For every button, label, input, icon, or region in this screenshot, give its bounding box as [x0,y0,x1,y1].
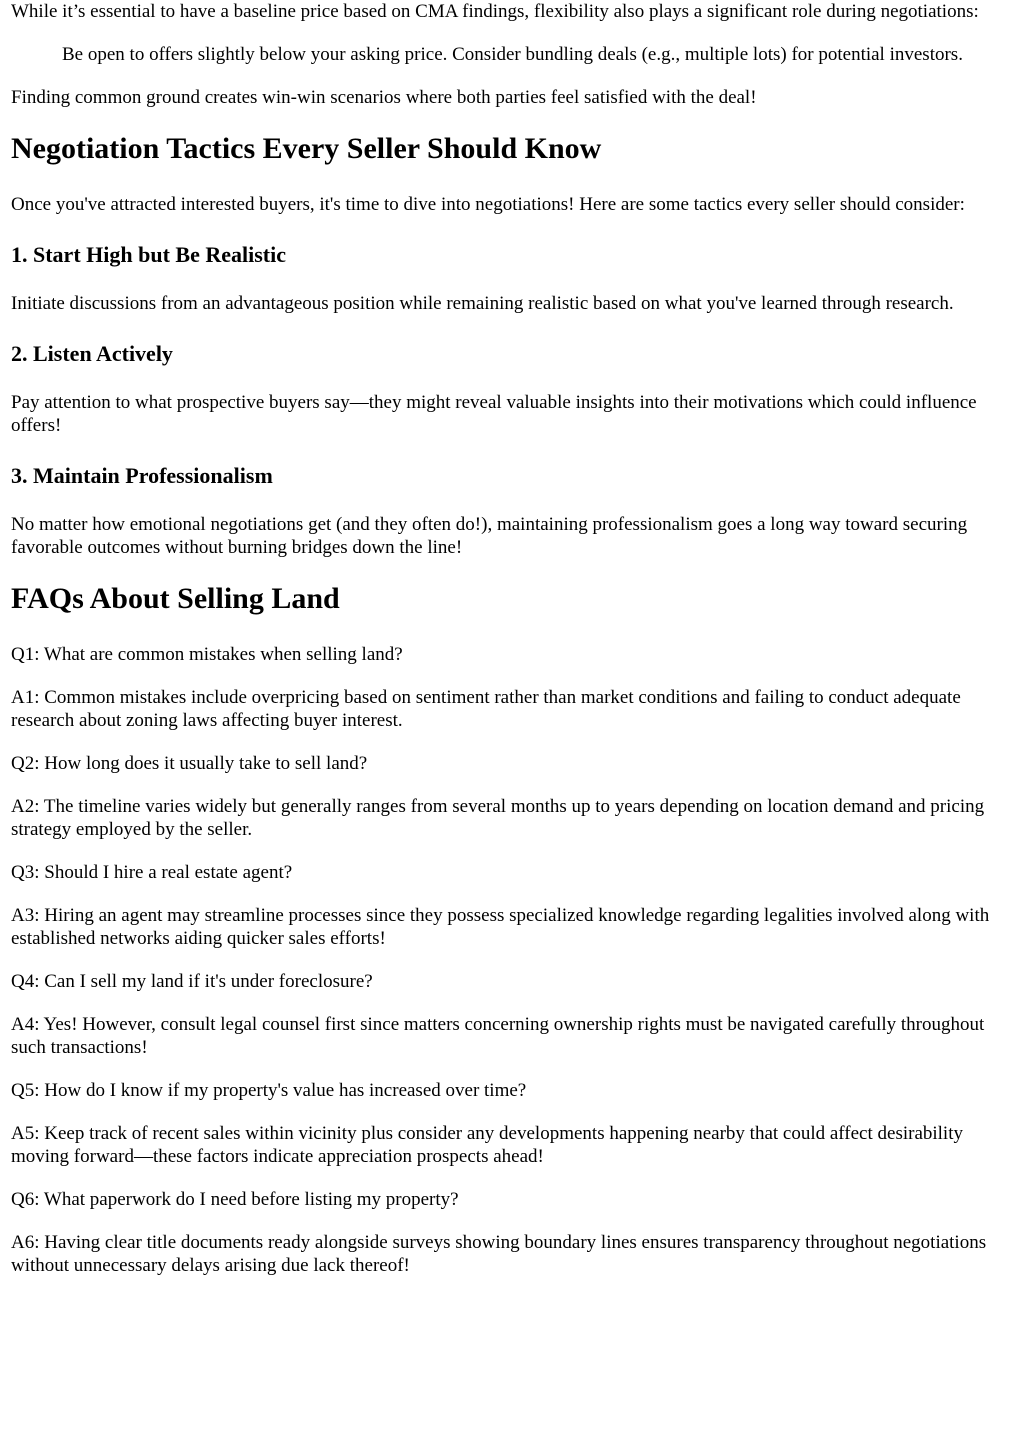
tactic-2 [11,341,1014,437]
tactic-title: 1. Start High but Be Realistic [11,242,286,267]
faq-answer: A1: Common mistakes include overpricing based on sentiment rather than market conditions and failing to conduct adequate research about zoning laws affecting buyer interest. [11,687,961,731]
intro-quote: Be open to offers slightly below your asking price. Consider bundling deals (e.g., multiple lots) for potential investors. [62,44,963,65]
faq-answer: A3: Hiring an agent may streamline processes since they possess specialized knowledge regarding legalities involved along with established networks aiding quicker sales efforts! [11,905,990,949]
tactic-text: No matter how emotional negotiations get (and they often do!), maintaining professionalism goes a long way toward securing favorable outcomes without burning bridges down the line! [11,514,968,558]
tactic-1 [11,242,1014,315]
faq-answer: A4: Yes! However, consult legal counsel first since matters concerning ownership rights must be navigated carefully throughout such transactions! [11,1014,985,1058]
tactic-text: Pay attention to what prospective buyers say—they might reveal valuable insights into their motivations which could influence offers! [11,392,977,436]
tactic-text: Initiate discussions from an advantageous position while remaining realistic based on what you've learned through research. [11,293,954,314]
faq-question: Q3: Should I hire a real estate agent? [11,862,293,883]
faq-question: Q2: How long does it usually take to sell land? [11,753,368,774]
faq-question: Q4: Can I sell my land if it's under foreclosure? [11,971,373,992]
intro-closing: Finding common ground creates win-win scenarios where both parties feel satisfied with the deal! [11,87,757,108]
tactic-title: 3. Maintain Professionalism [11,463,273,488]
faq-question: Q5: How do I know if my property's value has increased over time? [11,1080,527,1101]
tactic-title: 2. Listen Actively [11,341,173,366]
faq-answer: A6: Having clear title documents ready alongside surveys showing boundary lines ensures transparency throughout negotiations without unnecessary delays arising due lack thereof! [11,1232,987,1276]
negotiation-intro: Once you've attracted interested buyers, it's time to dive into negotiations! Here are some tactics every seller should consider: [11,194,965,215]
negotiation-heading: Negotiation Tactics Every Seller Should Know [11,132,602,165]
faq-answer: A5: Keep track of recent sales within vicinity plus consider any developments happening nearby that could affect desirability moving forward—these factors indicate appreciation prospects ahead! [11,1123,963,1167]
tactic-3 [11,463,1014,559]
faqs-heading: FAQs About Selling Land [11,582,340,615]
intro-paragraph: While it’s essential to have a baseline price based on CMA findings, flexibility also plays a significant role during negotiations: [11,1,979,22]
faq-list [11,643,1014,1277]
faq-question: Q1: What are common mistakes when selling land? [11,644,403,665]
faq-question: Q6: What paperwork do I need before listing my property? [11,1189,459,1210]
faq-answer: A2: The timeline varies widely but generally ranges from several months up to years depending on location demand and pricing strategy employed by the seller. [11,796,985,840]
